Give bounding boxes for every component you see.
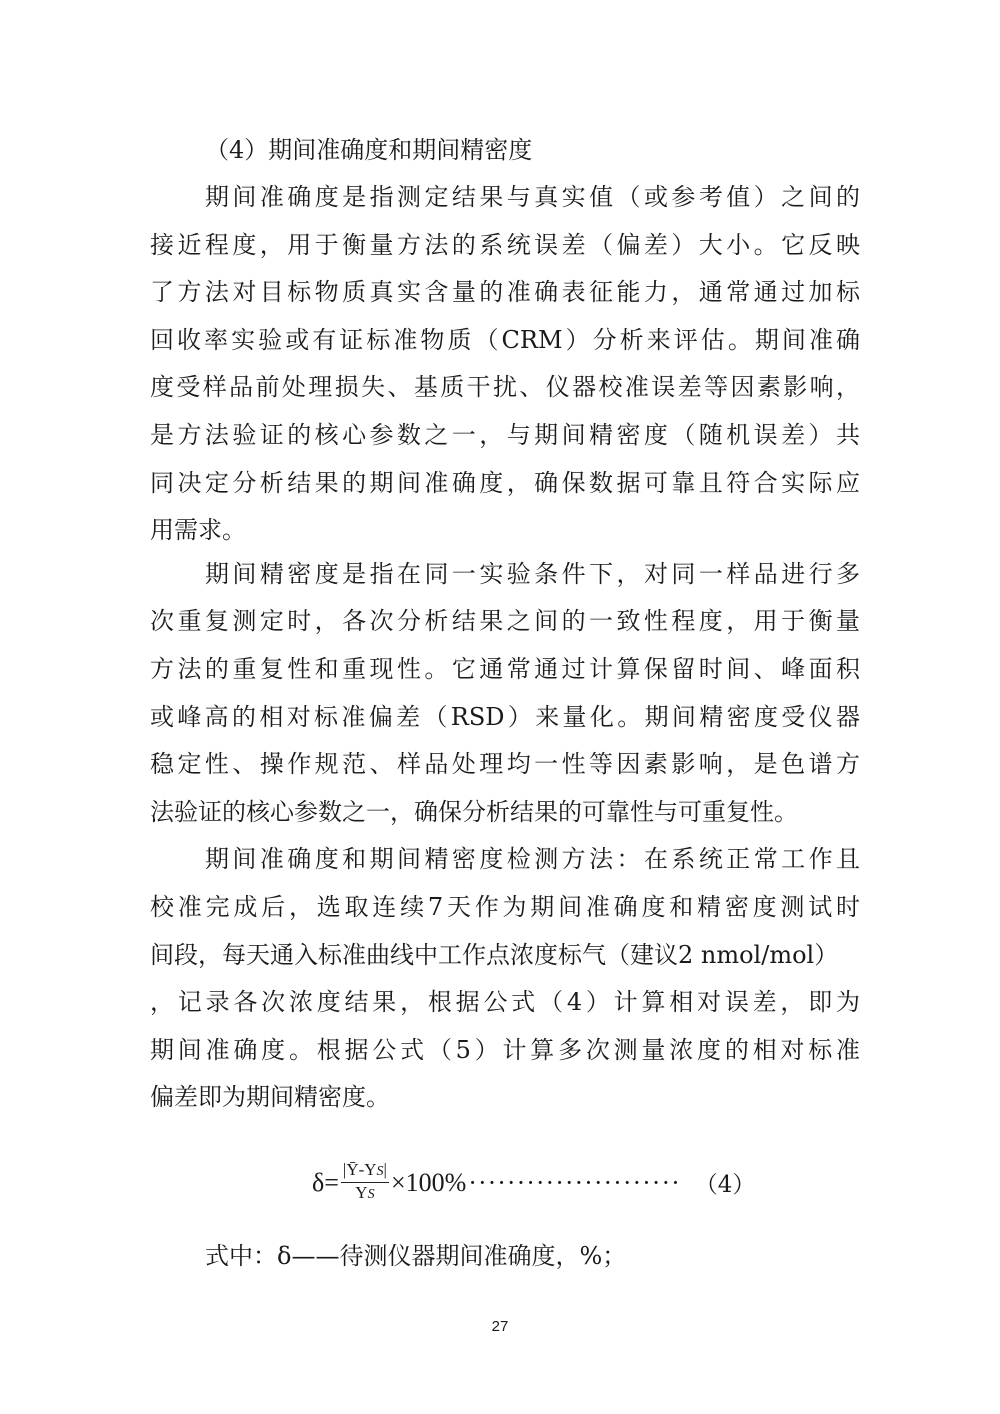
text-line: 偏差即为期间精密度。 [150,1083,390,1112]
text-line: ，记录各次浓度结果，根据公式（4）计算相对误差，即为 [150,988,860,1017]
text-line: 期间精密度是指在同一实验条件下，对同一样品进行多 [205,559,860,588]
text-line: 期间准确度是指测定结果与真实值（或参考值）之间的 [205,183,860,211]
text-line: 了方法对目标物质真实含量的准确表征能力，通常通过加标 [150,278,860,307]
page-number: 27 [491,1318,509,1335]
equation-number: （4） [694,1172,756,1198]
text-line: 度受样品前处理损失、基质干扰、仪器校准误差等因素影响， [150,373,860,402]
text-line: 校准完成后，选取连续7天作为期间准确度和精密度测试时 [150,893,860,921]
where-line: 式中：δ——待测仪器期间准确度，%； [205,1242,627,1270]
denominator-sub: S [367,1187,375,1202]
formula-rhs: ×100% [390,1167,467,1197]
text-line: 期间准确度和期间精密度检测方法：在系统正常工作且 [205,845,860,874]
text-line: 期间准确度。根据公式（5）计算多次测量浓度的相对标准 [150,1035,860,1064]
text-line: 或峰高的相对标准偏差（RSD）来量化。期间精密度受仪器 [150,702,860,731]
denominator-text: Y [355,1183,368,1202]
text-line: 法验证的核心参数之一，确保分析结果的可靠性与可重复性。 [150,797,798,826]
text-line: 回收率实验或有证标准物质（CRM）分析来评估。期间准确 [150,325,860,354]
numerator-sub: S [376,1164,384,1179]
formula-4 [312,1160,755,1205]
text-line: 次重复测定时，各次分析结果之间的一致性程度，用于衡量 [150,607,860,636]
text-line: 稳定性、操作规范、样品处理均一性等因素影响，是色谱方 [150,750,860,779]
section-heading: （4）期间准确度和期间精密度 [205,136,533,164]
text-line: 是方法验证的核心参数之一，与期间精密度（随机误差）共 [150,421,860,449]
text-line: 间段，每天通入标准曲线中工作点浓度标气（建议2 nmol/mol） [150,940,839,969]
numerator-text: |Ȳ-Y [342,1160,377,1179]
formula-leader-dots: ······················ [468,1167,681,1197]
formula-lhs: δ= [312,1167,339,1197]
text-line: 接近程度，用于衡量方法的系统误差（偏差）大小。它反映 [150,230,860,259]
text-line: 用需求。 [150,516,246,545]
text-line: 方法的重复性和重现性。它通常通过计算保留时间、峰面积 [150,655,860,683]
numerator-end: | [383,1160,387,1179]
formula-numerator [341,1160,389,1183]
formula-fraction [341,1160,389,1205]
formula-denominator [355,1183,374,1205]
text-line: 同决定分析结果的期间准确度，确保数据可靠且符合实际应 [150,468,860,497]
